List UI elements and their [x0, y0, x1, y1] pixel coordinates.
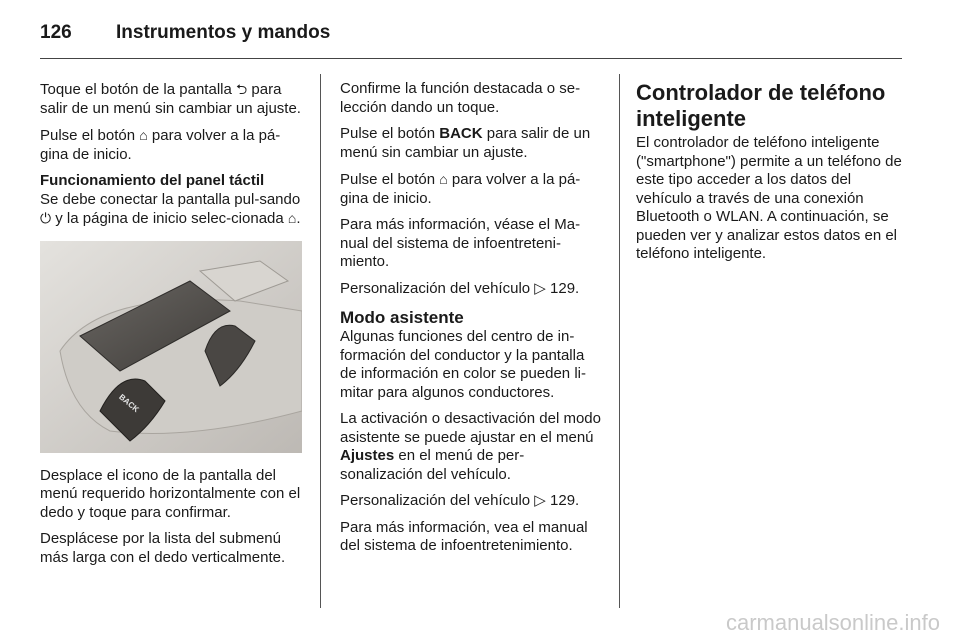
paragraph: Desplácese por la lista del submenú más larga con el dedo verticalmente. [40, 530, 286, 566]
control-panel-illustration [40, 241, 302, 453]
power-icon: ⏻ [40, 210, 52, 226]
watermark: carmanualsonline.info [725, 610, 940, 635]
paragraph: Pulse el botón ⌂ para volver a la pá-gina de inicio. [40, 127, 281, 163]
paragraph: Se debe conectar la pantalla pul-sando ⏻ y la página de inicio selec-cionada ⌂. [40, 190, 301, 227]
paragraph: La activación o desactivación del modo asistente se puede ajustar en el menú Ajustes en el menú de per-sonalización del vehículo. [340, 410, 601, 483]
page-ref-icon: ▷ [534, 492, 546, 509]
column-1 [40, 80, 306, 575]
paragraph: Personalización del vehículo ▷ 129. [340, 492, 580, 509]
page-title: Instrumentos y mandos [116, 22, 331, 43]
paragraph: Para más información, véase el Ma-nual del sistema de infoentreteni-miento. [340, 216, 581, 270]
ajustes-keyword: Ajustes [340, 447, 395, 464]
back-keyword: BACK [439, 125, 483, 142]
column-3 [636, 80, 904, 272]
back-arrow-icon: ⮌ [236, 81, 248, 97]
paragraph: Algunas funciones del centro de in-formación del conductor y la pantalla de información en color se pueden li-mitar para algunos conductores. [340, 328, 586, 401]
column-divider-1 [320, 74, 321, 608]
section-heading: Modo asistente [340, 308, 464, 327]
column-divider-2 [619, 74, 620, 608]
paragraph: Pulse el botón BACK para salir de un menú sin cambiar un ajuste. [340, 125, 591, 161]
subheading: Funcionamiento del panel táctil [40, 172, 265, 189]
home-icon: ⌂ [139, 127, 148, 143]
paragraph: Confirme la función destacada o se-lección dando un toque. [340, 80, 581, 116]
page-number: 126 [40, 22, 72, 43]
paragraph: Para más información, vea el manual del sistema de infoentretenimiento. [340, 518, 588, 554]
paragraph: Desplace el icono de la pantalla del menú requerido horizontalmente con el dedo y toque para confirmar. [40, 466, 301, 521]
column-2 [340, 80, 604, 564]
page-ref-icon: ▷ [534, 279, 546, 297]
home-icon: ⌂ [439, 171, 448, 187]
back-button-label: BACK [117, 391, 141, 414]
paragraph: Personalización del vehículo ▷ 129. [340, 279, 580, 297]
paragraph: Pulse el botón ⌂ para volver a la pá-gina de inicio. [340, 171, 581, 207]
section-heading: Controlador de teléfono inteligente [636, 80, 886, 131]
header-rule [40, 58, 902, 59]
paragraph: Toque el botón de la pantalla ⮌ para salir de un menú sin cambiar un ajuste. [40, 81, 301, 117]
paragraph: El controlador de teléfono inteligente ("smartphone") permite a un teléfono de este tipo acceder a los datos del vehículo a través de una conexión Bluetooth o WLAN. A continuación, se pueden ver y analizar estos datos en el teléfono inteligente. [636, 134, 902, 262]
home-icon: ⌂ [287, 210, 297, 226]
page-header [40, 18, 900, 58]
control-panel-photo [40, 241, 302, 453]
